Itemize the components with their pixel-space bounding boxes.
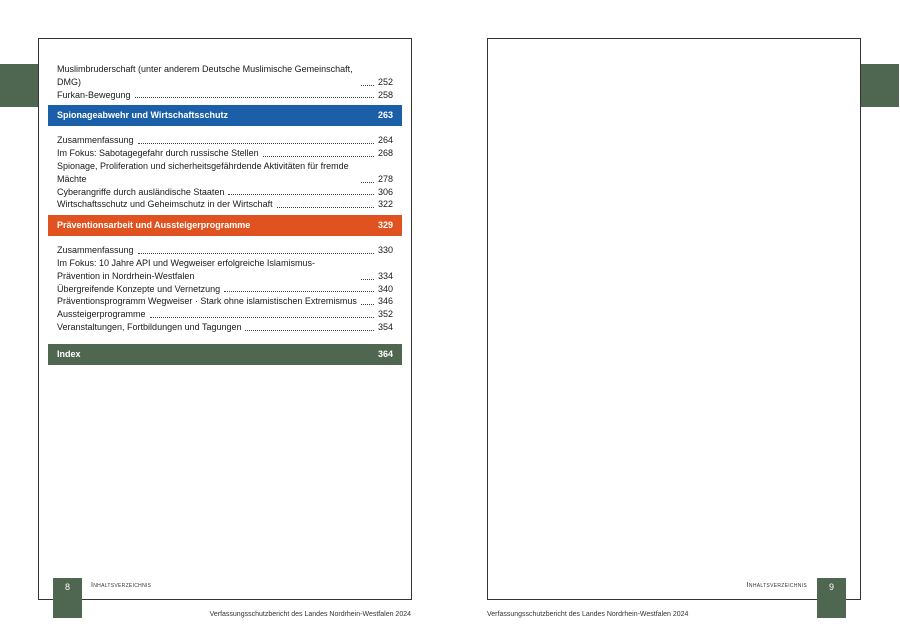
section-page: 364 [377,348,393,359]
toc-entry-page: 278 [377,173,393,184]
section-heading-praevention[interactable] [48,215,402,236]
toc-entry[interactable] [48,295,402,308]
leader-dots [150,317,374,318]
toc-entry-title: Cyberangriffe durch ausländische Staaten [57,186,225,197]
section-heading-index[interactable] [48,344,402,365]
leader-dots [135,97,374,98]
toc-entry-title: Zusammenfassung [57,135,134,146]
toc-entry-page: 258 [377,89,393,100]
right-footer: Verfassungsschutzbericht des Landes Nordrhein-Westfalen 2024 [487,611,689,618]
toc-entry[interactable] [48,89,402,102]
section-page: 329 [377,220,393,231]
toc-entry-page: 264 [377,135,393,146]
right-running-head: Inhaltsverzeichnis [746,582,807,589]
toc-entry[interactable] [48,63,402,89]
toc-entry-title: Veranstaltungen, Fortbildungen und Tagungen [57,321,242,332]
toc-entry-title: Aussteigerprogramme [57,309,146,320]
leader-dots [228,194,374,195]
left-running-head: Inhaltsverzeichnis [91,582,152,589]
toc-entry-title: Im Fokus: 10 Jahre API und Wegweiser erfolgreiche Islamismus-Prävention in Nordrhein-Westfalen [57,257,315,281]
leader-dots [361,279,374,280]
toc-entry[interactable] [48,321,402,334]
toc-entry-title: Wirtschaftsschutz und Geheimschutz in der Wirtschaft [57,199,273,210]
leader-dots [245,330,373,331]
toc-entry-page: 330 [377,245,393,256]
toc-entry-title: Spionage, Proliferation und sicherheitsgefährdende Aktivitäten für fremde Mächte [57,160,349,184]
leader-dots [263,156,374,157]
leader-dots [224,291,374,292]
right-side-tab [861,64,899,107]
toc-entry[interactable] [48,244,402,257]
toc-entry[interactable] [48,257,402,283]
leader-dots [138,253,374,254]
toc-entry-page: 322 [377,199,393,210]
right-page [487,38,861,600]
toc-entry-title: Muslimbruderschaft (unter anderem Deutsche Muslimische Gemeinschaft, DMG) [57,64,353,87]
toc-entry-title: Präventionsprogramm Wegweiser · Stark ohne islamistischen Extremismus [57,296,357,307]
toc-entry-page: 346 [377,296,393,307]
left-footer: Verfassungsschutzbericht des Landes Nordrhein-Westfalen 2024 [209,611,411,618]
leader-dots [361,182,374,183]
left-side-tab [0,64,38,107]
toc-entry-title: Übergreifende Konzepte und Vernetzung [57,283,221,294]
toc-entry-page: 252 [377,76,393,87]
leader-dots [138,143,374,144]
toc-entry[interactable] [48,134,402,147]
toc-entry-page: 352 [377,309,393,320]
toc-entry-title: Im Fokus: Sabotagegefahr durch russische Stellen [57,148,259,159]
toc-entry-page: 306 [377,186,393,197]
section-heading-spionage[interactable] [48,105,402,126]
toc-entry-page: 340 [377,283,393,294]
leader-dots [361,304,374,305]
toc-entry[interactable] [48,186,402,199]
toc-entry-page: 334 [377,270,393,281]
table-of-contents [48,63,402,373]
leader-dots [361,85,374,86]
toc-entry[interactable] [48,308,402,321]
toc-entry[interactable] [48,198,402,211]
section-title: Spionageabwehr und Wirtschaftsschutz [57,110,228,121]
toc-entry-title: Furkan-Bewegung [57,89,131,100]
section-page: 263 [377,110,393,121]
leader-dots [277,207,374,208]
toc-entry-title: Zusammenfassung [57,245,134,256]
toc-entry[interactable] [48,147,402,160]
left-page-number: 8 [53,578,82,618]
section-title: Präventionsarbeit und Aussteigerprogramme [57,220,251,231]
right-page-number: 9 [817,578,846,618]
toc-entry[interactable] [48,283,402,296]
toc-entry-page: 268 [377,148,393,159]
toc-entry[interactable] [48,160,402,186]
section-title: Index [57,348,81,359]
toc-entry-page: 354 [377,321,393,332]
